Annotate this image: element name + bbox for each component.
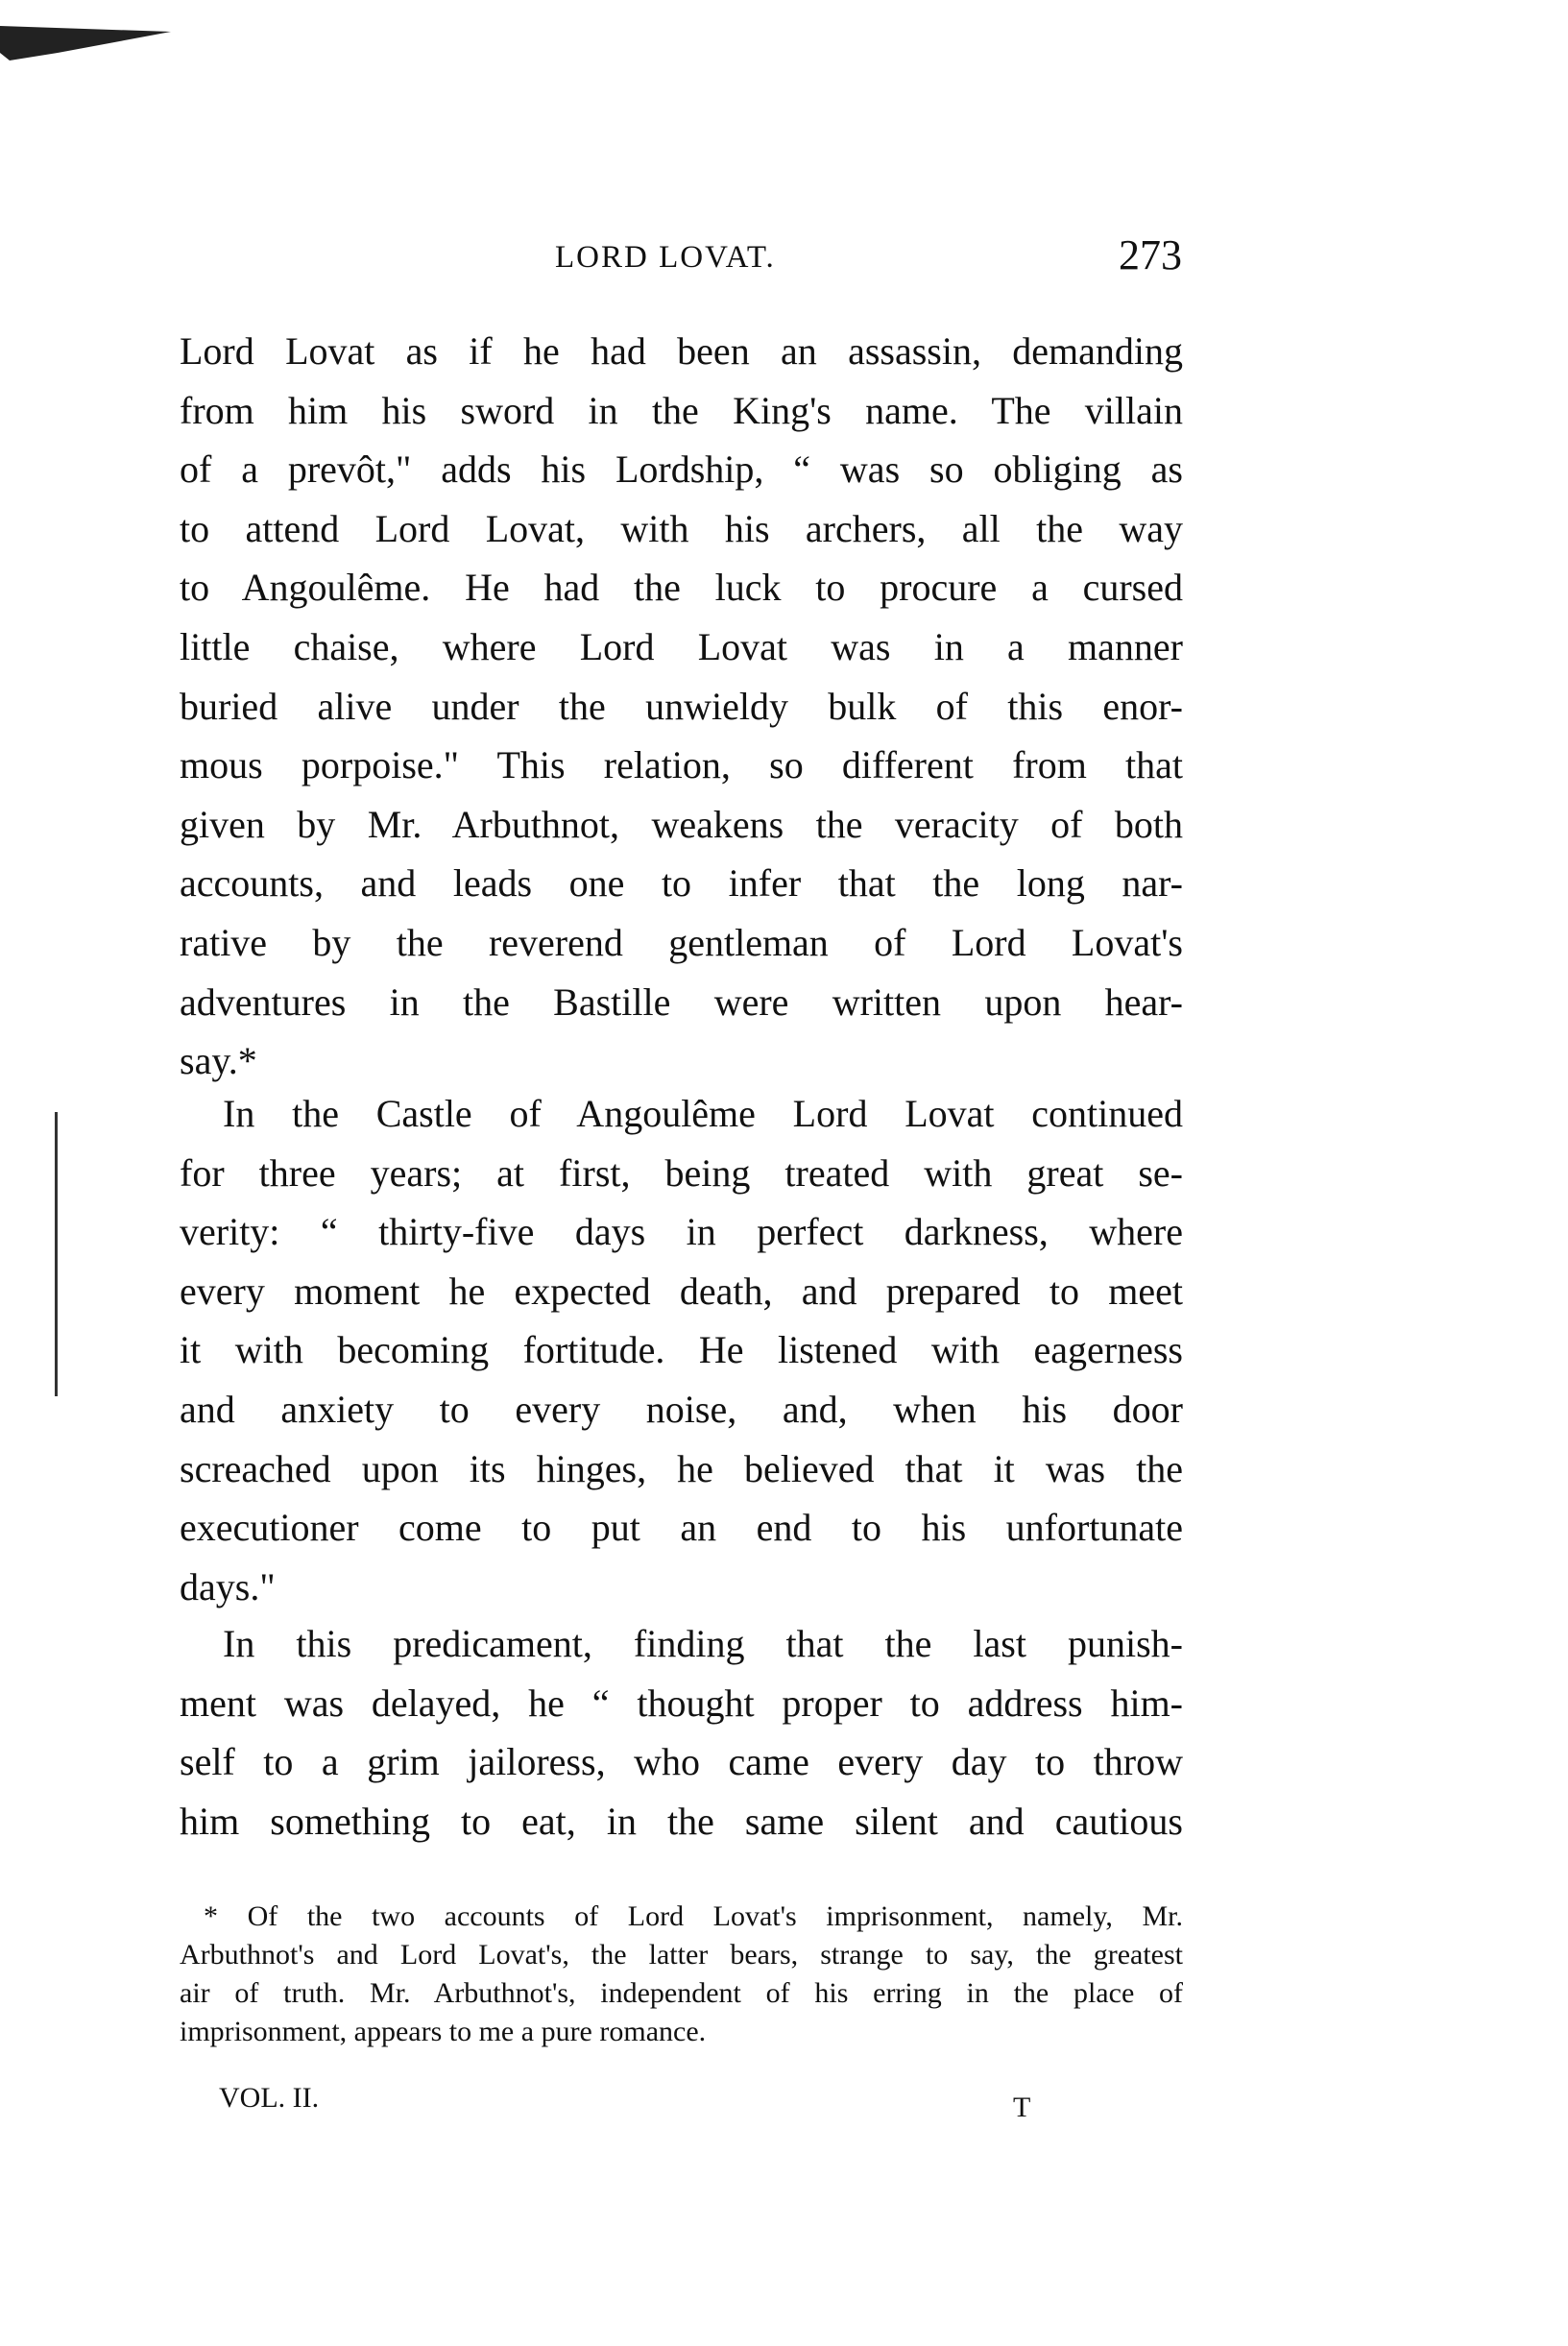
text-line: him something to eat, in the same silent and cautious <box>180 1799 1183 1843</box>
text-line: for three years; at first, being treated with great se- <box>180 1150 1183 1195</box>
text-line: ment was delayed, he “ thought proper to address him- <box>180 1681 1183 1725</box>
footnote-line: imprisonment, appears to me a pure romance. <box>180 2016 707 2047</box>
text-line: executioner come to put an end to his unfortunate <box>180 1506 1183 1550</box>
running-title: LORD LOVAT. <box>555 240 776 275</box>
text-line: say.* <box>180 1039 257 1083</box>
text-line: given by Mr. Arbuthnot, weakens the veracity of both <box>180 802 1183 846</box>
text-line: to Angoulême. He had the luck to procure a cursed <box>180 566 1183 610</box>
text-line: little chaise, where Lord Lovat was in a manner <box>180 625 1183 668</box>
text-line: In the Castle of Angoulême Lord Lovat continued <box>223 1092 1183 1135</box>
text-line: buried alive under the unwieldy bulk of this enor- <box>180 684 1183 728</box>
text-line: rative by the reverend gentleman of Lord Lovat's <box>180 921 1183 964</box>
text-line: days." <box>180 1564 276 1608</box>
page-number: 273 <box>1119 231 1182 278</box>
scan-margin-line <box>55 1112 58 1396</box>
footnote-line: Arbuthnot's and Lord Lovat's, the latter bears, strange to say, the greatest <box>180 1939 1183 1971</box>
text-line: mous porpoise." This relation, so different from that <box>180 743 1183 787</box>
text-line: of a prevôt," adds his Lordship, “ was so obliging as <box>180 447 1183 492</box>
scan-smudge-mark <box>0 14 173 62</box>
text-line: In this predicament, finding that the last punish- <box>223 1622 1183 1665</box>
text-line: adventures in the Bastille were written upon hear- <box>180 980 1183 1024</box>
text-line: Lord Lovat as if he had been an assassin, demanding <box>180 329 1183 373</box>
text-line: self to a grim jailoress, who came every day to throw <box>180 1740 1183 1784</box>
volume-signature: VOL. II. <box>219 2082 320 2114</box>
text-line: every moment he expected death, and prepared to meet <box>180 1269 1183 1313</box>
text-line: accounts, and leads one to infer that the long nar- <box>180 861 1183 906</box>
text-line: to attend Lord Lovat, with his archers, all the way <box>180 506 1183 550</box>
text-line: it with becoming fortitude. He listened with eagerness <box>180 1328 1183 1372</box>
footnote-line: * Of the two accounts of Lord Lovat's imprisonment, namely, Mr. <box>204 1900 1183 1932</box>
text-line: from him his sword in the King's name. The villain <box>180 388 1183 432</box>
text-line: verity: “ thirty-five days in perfect darkness, where <box>180 1210 1183 1254</box>
text-line: and anxiety to every noise, and, when his door <box>180 1388 1183 1431</box>
footnote-line: air of truth. Mr. Arbuthnot's, independent of his erring in the place of <box>180 1977 1183 2009</box>
text-line: screached upon its hinges, he believed that it was the <box>180 1446 1183 1490</box>
sheet-signature: T <box>1013 2092 1031 2123</box>
